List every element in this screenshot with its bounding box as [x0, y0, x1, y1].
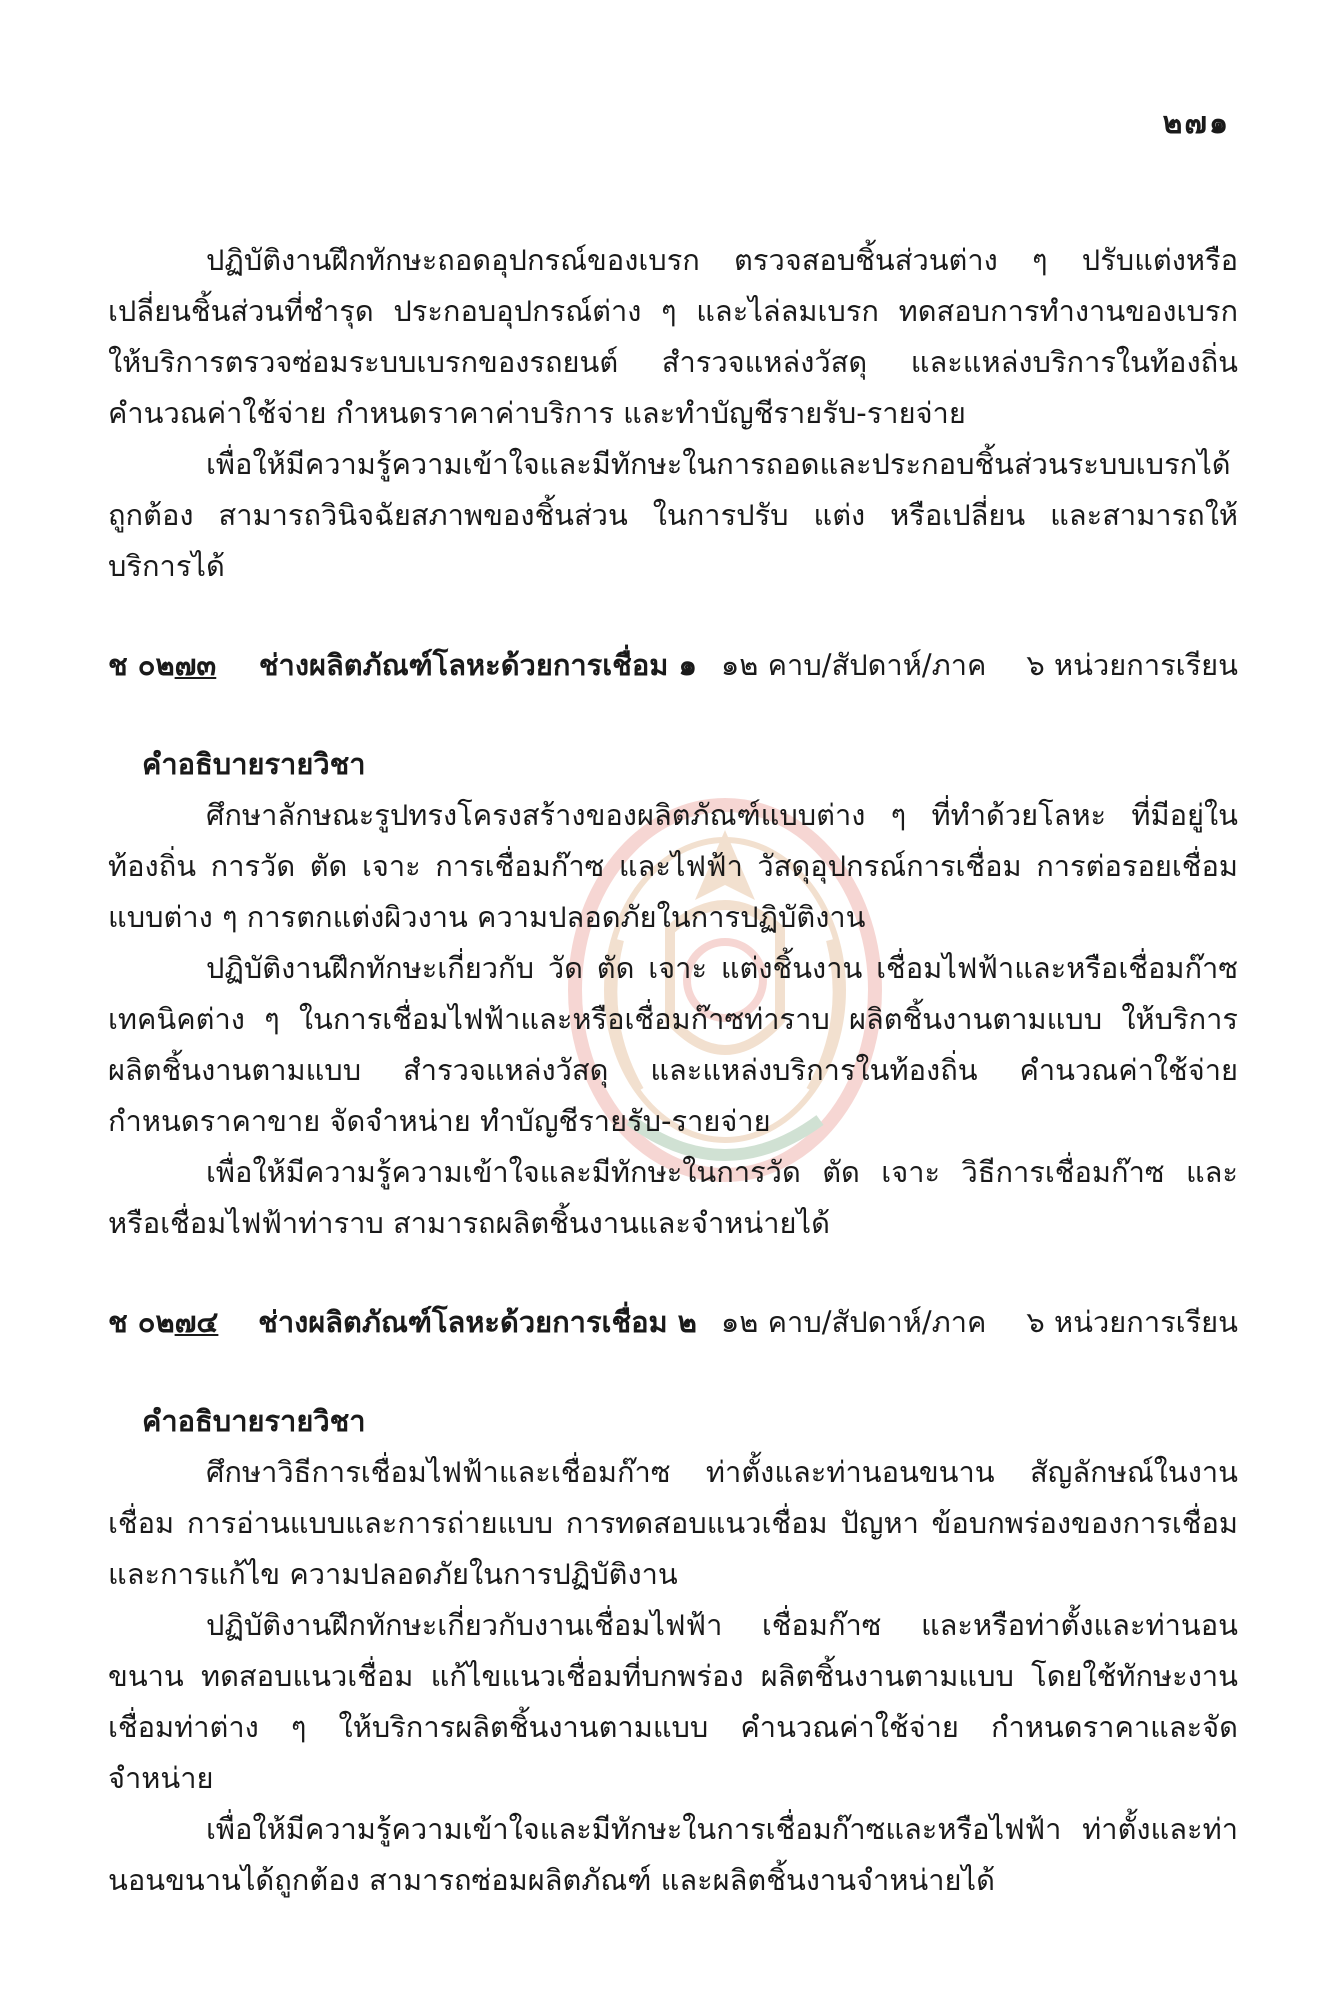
- page-number: ๒๗๑: [1162, 106, 1230, 141]
- course-paragraph: ศึกษาวิธีการเชื่อมไฟฟ้าและเชื่อมก๊าซ ท่าตั้งและท่านอนขนาน สัญลักษณ์ในงานเชื่อม การอ่านแบบและการถ่ายแบบ การทดสอบแนวเชื่อม ปัญหา ข้อบกพร่องของการเชื่อมและการแก้ไข ความปลอดภัยในการปฏิบัติงาน: [108, 1455, 1238, 1591]
- course-title: ช่างผลิตภัณฑ์โลหะด้วยการเชื่อม ๒: [258, 1305, 697, 1339]
- course-description-heading: คำอธิบายรายวิชา: [142, 1404, 366, 1438]
- course-code: ช ๐๒๗๓: [108, 648, 217, 682]
- course-code: ช ๐๒๗๔: [108, 1305, 219, 1339]
- course-description-heading: คำอธิบายรายวิชา: [142, 747, 366, 781]
- intro-paragraph-1: ปฏิบัติงานฝึกทักษะถอดอุปกรณ์ของเบรก ตรวจสอบชิ้นส่วนต่าง ๆ ปรับแต่งหรือเปลี่ยนชิ้นส่วนที่ชำรุด ประกอบอุปกรณ์ต่าง ๆ และไล่ลมเบรก ทดสอบการทำงานของเบรก ให้บริการตรวจซ่อมระบบเบรกของรถยนต์ สำรวจแหล่งวัสดุ และแหล่งบริการในท้องถิ่น คำนวณค่าใช้จ่าย กำหนดราคาค่าบริการ และทำบัญชีรายรับ-รายจ่าย: [108, 243, 1238, 430]
- course-paragraph: ปฏิบัติงานฝึกทักษะเกี่ยวกับ วัด ตัด เจาะ แต่งชิ้นงาน เชื่อมไฟฟ้าและหรือเชื่อมก๊าซเทคนิคต่าง ๆ ในการเชื่อมไฟฟ้าและหรือเชื่อมก๊าซท่าราบ ผลิตชิ้นงานตามแบบ ให้บริการผลิตชิ้นงานตามแบบ สำรวจแหล่งวัสดุ และแหล่งบริการในท้องถิ่น คำนวณค่าใช้จ่าย กำหนดราคาขาย จัดจำหน่าย ทำบัญชีรายรับ-รายจ่าย: [108, 951, 1238, 1138]
- course-hours: ๑๒ คาบ/สัปดาห์/ภาค: [720, 648, 987, 682]
- course-paragraph: ปฏิบัติงานฝึกทักษะเกี่ยวกับงานเชื่อมไฟฟ้า เชื่อมก๊าซ และหรือท่าตั้งและท่านอนขนาน ทดสอบแนวเชื่อม แก้ไขแนวเชื่อมที่บกพร่อง ผลิตชิ้นงานตามแบบ โดยใช้ทักษะงานเชื่อมท่าต่าง ๆ ให้บริการผลิตชิ้นงานตามแบบ คำนวณค่าใช้จ่าย กำหนดราคาและจัดจำหน่าย: [108, 1608, 1238, 1795]
- course-units: ๖ หน่วยการเรียน: [1026, 648, 1238, 682]
- course-title: ช่างผลิตภัณฑ์โลหะด้วยการเชื่อม ๑: [258, 648, 697, 682]
- course-heading: [108, 640, 1238, 691]
- course-paragraph: เพื่อให้มีความรู้ความเข้าใจและมีทักษะในการวัด ตัด เจาะ วิธีการเชื่อมก๊าซ และหรือเชื่อมไฟฟ้าท่าราบ สามารถผลิตชิ้นงานและจำหน่ายได้: [108, 1155, 1238, 1240]
- course-units: ๖ หน่วยการเรียน: [1026, 1305, 1238, 1339]
- intro-paragraph-2: เพื่อให้มีความรู้ความเข้าใจและมีทักษะในการถอดและประกอบชิ้นส่วนระบบเบรกได้ถูกต้อง สามารถวินิจฉัยสภาพของชิ้นส่วน ในการปรับ แต่ง หรือเปลี่ยน และสามารถให้บริการได้: [108, 447, 1238, 583]
- course-hours: ๑๒ คาบ/สัปดาห์/ภาค: [720, 1305, 987, 1339]
- course-heading: [108, 1297, 1238, 1348]
- document-body: [108, 235, 1238, 1906]
- course-paragraph: ศึกษาลักษณะรูปทรงโครงสร้างของผลิตภัณฑ์แบบต่าง ๆ ที่ทำด้วยโลหะ ที่มีอยู่ในท้องถิ่น การวัด ตัด เจาะ การเชื่อมก๊าซ และไฟฟ้า วัสดุอุปกรณ์การเชื่อม การต่อรอยเชื่อมแบบต่าง ๆ การตกแต่งผิวงาน ความปลอดภัยในการปฏิบัติงาน: [108, 798, 1238, 934]
- course-paragraph: เพื่อให้มีความรู้ความเข้าใจและมีทักษะในการเชื่อมก๊าซและหรือไฟฟ้า ท่าตั้งและท่านอนขนานได้ถูกต้อง สามารถซ่อมผลิตภัณฑ์ และผลิตชิ้นงานจำหน่ายได้: [108, 1812, 1238, 1897]
